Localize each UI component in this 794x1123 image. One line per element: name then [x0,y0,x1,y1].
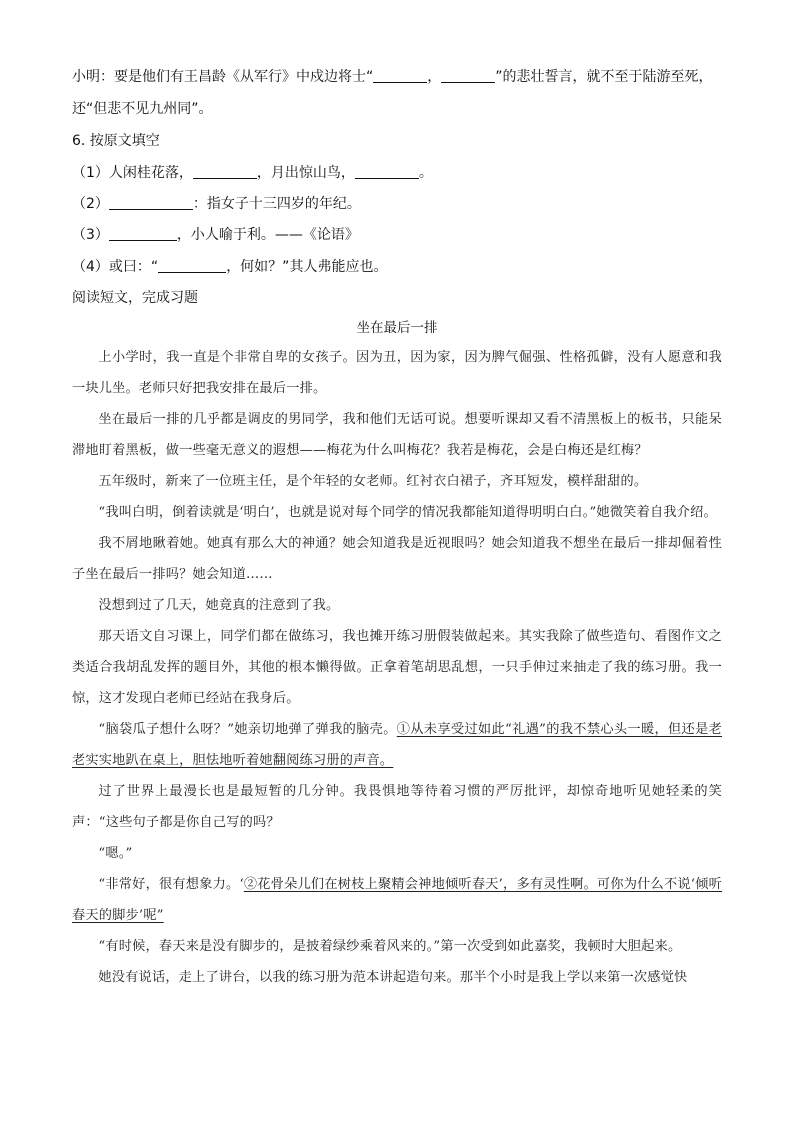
passage-title: 坐在最后一排 [356,320,438,336]
item-number: （4） [72,259,109,275]
item-text: 或曰：“ [108,259,159,275]
passage-paragraph: 坐在最后一排的几乎都是调皮的男同学，我和他们无话可说。想要听课却又看不清黑板上的板书，只能呆滞地盯着黑板，做一些毫无意义的遐想——梅花为什么叫梅花？我若是梅花，会是白梅还是红梅？ [72,412,722,458]
answer-blank[interactable] [109,195,193,210]
passage-paragraph: 那天语文自习课上，同学们都在做练习，我也摊开练习册假装做起来。其实我除了做些造句、看图作文之类适合我胡乱发挥的题目外，其他的根本懒得做。正拿着笔胡思乱想，一只手伸过来抽走了我的练习册。我一惊，这才发现白老师已经站在我身后。 [72,629,722,706]
item-number: （3） [72,227,109,243]
passage-paragraph: 过了世界上最漫长也是最短暂的几分钟。我畏惧地等待着习惯的严厉批评，却惊奇地听见她轻柔的笑声：“这些句子都是你自己写的吗？ [72,784,722,830]
passage-paragraph: 我不屑地瞅着她。她真有那么大的神通？她会知道我是近视眼吗？她会知道我不想坐在最后一排却倔着性子坐在最后一排吗？她会知道…… [72,536,722,582]
passage-paragraph: 她没有说话，走上了讲台，以我的练习册为范本讲起造句来。那半个小时是我上学以来第一次感觉快 [98,970,688,985]
underlined-sentence-2: ②花骨朵儿们在树枝上聚精会神地倾听春天’，多有灵性啊。可你为什么不说‘倾听春天的脚步’呢” [72,877,722,923]
fill-item-2 [72,194,361,214]
fill-item-1 [72,163,433,183]
passage-paragraph: 没想到过了几天，她竟真的注意到了我。 [98,598,340,613]
item-number: （2） [72,196,109,212]
answer-blank[interactable] [109,226,177,241]
answer-blank[interactable] [158,258,226,273]
item-text: 。 [418,165,433,181]
fill-item-3 [72,225,359,245]
item-text: ：指女子十三四岁的年纪。 [192,196,361,212]
xiaoming-text-pre: 小明：要是他们有王昌龄《从军行》中戍边将士“ [72,69,374,85]
question-6-heading: 6. 按原文填空 [72,133,160,149]
answer-blank[interactable] [355,164,419,179]
passage-paragraph: “嗯。” [98,846,133,861]
passage-paragraph: “我叫白明，倒着读就是‘明白’，也就是说对每个同学的情况我都能知道得明明白白。”她微笑着自我介绍。 [98,505,717,520]
xiaoming-line-1 [72,67,713,87]
passage-body [72,342,722,993]
passage-paragraph: 上小学时，我一直是个非常自卑的女孩子。因为丑，因为家，因为脾气倔强、性格孤僻，没有人愿意和我一块儿坐。老师只好把我安排在最后一排。 [72,350,722,396]
passage-paragraph [72,869,722,931]
paragraph-text: “非常好，很有想象力。‘ [98,877,244,892]
passage-paragraph [72,714,722,776]
reading-instruction: 阅读短文，完成习题 [72,290,198,306]
paragraph-text: “脑袋瓜子想什么呀？”她亲切地弹了弹我的脑壳。 [98,722,397,737]
item-number: （1） [72,165,109,181]
xiaoming-line-2: 还“但悲不见九州同”。 [72,101,213,117]
passage-paragraph: 五年级时，新来了一位班主任，是个年轻的女老师。红衬衣白裙子，齐耳短发，模样甜甜的。 [98,474,648,489]
item-text: ，何如？”其人弗能应也。 [226,259,388,275]
xiaoming-text-post: ”的悲壮誓言，就不至于陆游至死， [495,69,713,85]
answer-blank[interactable] [441,68,495,83]
comma-text: ， [427,69,442,85]
answer-blank[interactable] [373,68,427,83]
item-text: 人闲桂花落， [108,165,193,181]
item-text: ，小人喻于利。——《论语》 [176,227,359,243]
fill-item-4 [72,257,387,277]
passage-paragraph: “有时候，春天来是没有脚步的，是披着绿纱乘着风来的。”第一次受到如此嘉奖，我顿时大胆起来。 [98,939,682,954]
answer-blank[interactable] [193,164,257,179]
underlined-sentence-1: ①从未享受过如此“礼遇”的我不禁心头一暖，但还是老老实实地趴在桌上，胆怯地听着她翻阅练习册的声音。 [72,722,722,768]
item-text: ，月出惊山鸟， [256,165,355,181]
